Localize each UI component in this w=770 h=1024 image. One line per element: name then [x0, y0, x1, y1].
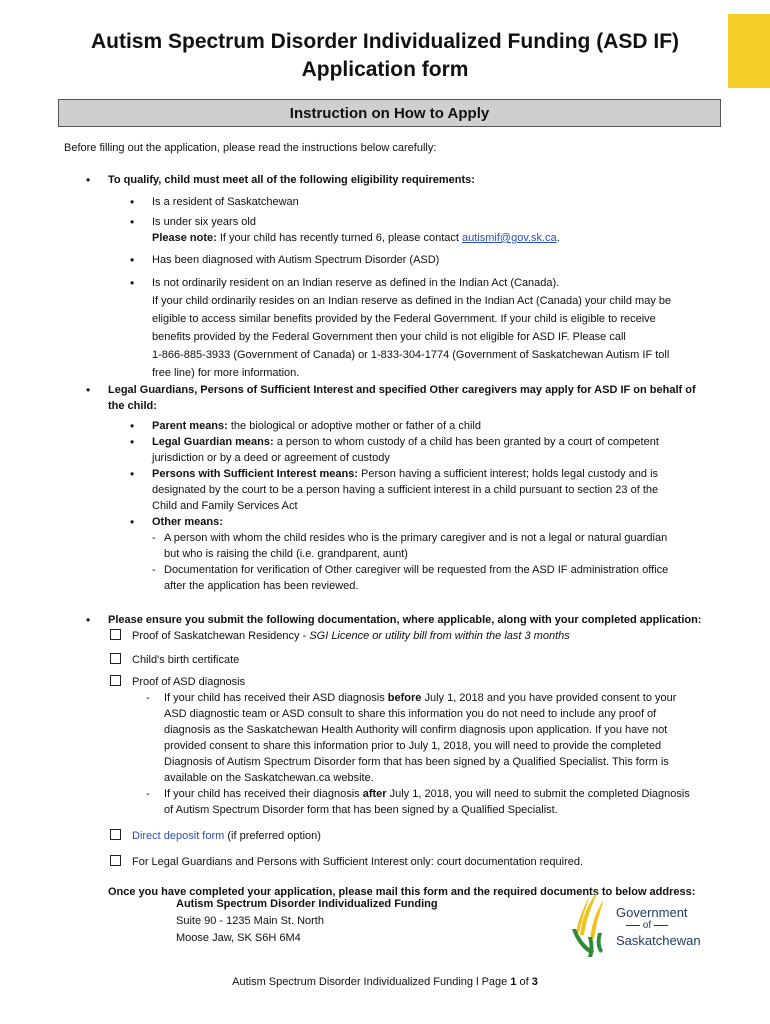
current-page: 1 — [510, 976, 517, 988]
doc-direct-deposit-item: Direct deposit form (if preferred option) — [64, 828, 714, 844]
residency-checkbox[interactable] — [110, 629, 121, 640]
sufficient-interest-definition: • Persons with Sufficient Interest means: Person having a sufficient interest; holds legal custody and is designated by the court to be a person having a sufficient interest in a child pursuant to section 23 of the Child and Family Services Act — [64, 466, 714, 514]
government-of-saskatchewan-logo — [568, 889, 708, 961]
direct-deposit-form-link[interactable]: Direct deposit form — [132, 830, 225, 842]
other-caregiver-note-1: - A person with whom the child resides who is the primary caregiver and is not a legal or natural guardian but who is raising the child (i.e. grandparent, aunt) — [64, 530, 714, 562]
address-line-1: Autism Spectrum Disorder Individualized Funding — [176, 898, 438, 910]
title-line-2: Application form — [301, 58, 469, 81]
note-label: Please note: — [152, 232, 217, 244]
doc-residency-item: Proof of Saskatchewan Residency - SGI Licence or utility bill from within the last 3 months — [64, 628, 714, 644]
eligibility-item-diagnosis: • Has been diagnosed with Autism Spectrum Disorder (ASD) — [64, 252, 714, 268]
wheat-sheaf-icon — [568, 889, 614, 959]
title-line-1: Autism Spectrum Disorder Individualized Funding (ASD IF) — [90, 30, 680, 53]
page-title — [0, 28, 770, 84]
mailing-address — [176, 896, 438, 947]
contact-email-link[interactable]: autismif@gov.sk.ca — [462, 232, 557, 244]
doc-birth-certificate-item: Child's birth certificate — [64, 652, 714, 668]
eligibility-item-age: • Is under six years old Please note: If your child has recently turned 6, please contact autismif@gov.sk.ca. — [64, 214, 714, 246]
eligibility-heading: • To qualify, child must meet all of the following eligibility requirements: — [64, 172, 714, 188]
address-line-2: Suite 90 - 1235 Main St. North — [176, 915, 324, 927]
court-documentation-checkbox[interactable] — [110, 855, 121, 866]
address-line-3: Moose Jaw, SK S6H 6M4 — [176, 932, 301, 944]
total-pages: 3 — [531, 976, 538, 988]
legal-guardian-definition: • Legal Guardian means: a person to whom custody of a child has been granted by a court of competent jurisdiction or by a deed or agreement of custody — [64, 434, 714, 466]
parent-definition: • Parent means: the biological or adoptive mother or father of a child — [64, 418, 714, 434]
other-caregiver-note-2: - Documentation for verification of Other caregiver will be requested from the ASD IF administration office after the application has been reviewed. — [64, 562, 714, 594]
direct-deposit-checkbox[interactable] — [110, 829, 121, 840]
logo-line-2: of — [626, 920, 668, 931]
diagnosis-after-note: - If your child has received their diagnosis after July 1, 2018, you will need to submit the completed Diagnosis of Autism Spectrum Disorder form that has been signed by a Qualified Specialist. — [64, 786, 714, 818]
birth-certificate-checkbox[interactable] — [110, 653, 121, 664]
intro-text: Before filling out the application, please read the instructions below carefully: — [64, 142, 437, 154]
logo-line-3: Saskatchewan — [616, 933, 701, 948]
diagnosis-before-note: - If your child has received their ASD diagnosis before July 1, 2018 and you have provided consent to your ASD diagnostic team or ASD consult to share this information you do not need to include any proof of diagnosis as the Saskatchewan Health Authority will confirm diagnosis upon application. If you have not provided consent to share this information prior to July 1, 2018, you will need to provide the completed Diagnosis of Autism Spectrum Disorder form that has been signed by a Qualified Specialist. This form is available on the Saskatchewan.ca website. — [64, 690, 714, 786]
instructions-banner: Instruction on How to Apply — [58, 99, 721, 127]
doc-court-documentation-item: For Legal Guardians and Persons with Sufficient Interest only: court documentation required. — [64, 854, 714, 870]
page-footer: Autism Spectrum Disorder Individualized Funding l Page 1 of 3 — [232, 976, 538, 988]
mail-instruction: Once you have completed your application, please mail this form and the required documents to below address: — [108, 886, 696, 898]
documentation-heading: • Please ensure you submit the following documentation, where applicable, along with your completed application: — [64, 612, 714, 628]
eligibility-item-resident: • Is a resident of Saskatchewan — [64, 194, 714, 210]
other-definition: • Other means: — [64, 514, 714, 530]
eligibility-item-reserve: • Is not ordinarily resident on an Indian reserve as defined in the Indian Act (Canada). If your child ordinarily resides on an Indian reserve as defined in the Indian Act (Canada) your child may be eligible to access similar benefits provided by the Federal Government. If your child is eligible to receive benefits provided by the Federal Government then your child is not eligible for ASD IF. Please call 1-866-885-3933 (Government of Canada) or 1-833-304-1774 (Government of Saskatchewan Autism IF toll free line) for more information. — [64, 274, 714, 382]
instructions-body — [64, 172, 714, 900]
asd-diagnosis-checkbox[interactable] — [110, 675, 121, 686]
logo-line-1: Government — [616, 905, 688, 920]
doc-asd-diagnosis-item: Proof of ASD diagnosis — [64, 674, 714, 690]
guardians-heading: • Legal Guardians, Persons of Sufficient Interest and specified Other caregivers may apply for ASD IF on behalf of the child: — [64, 382, 714, 414]
